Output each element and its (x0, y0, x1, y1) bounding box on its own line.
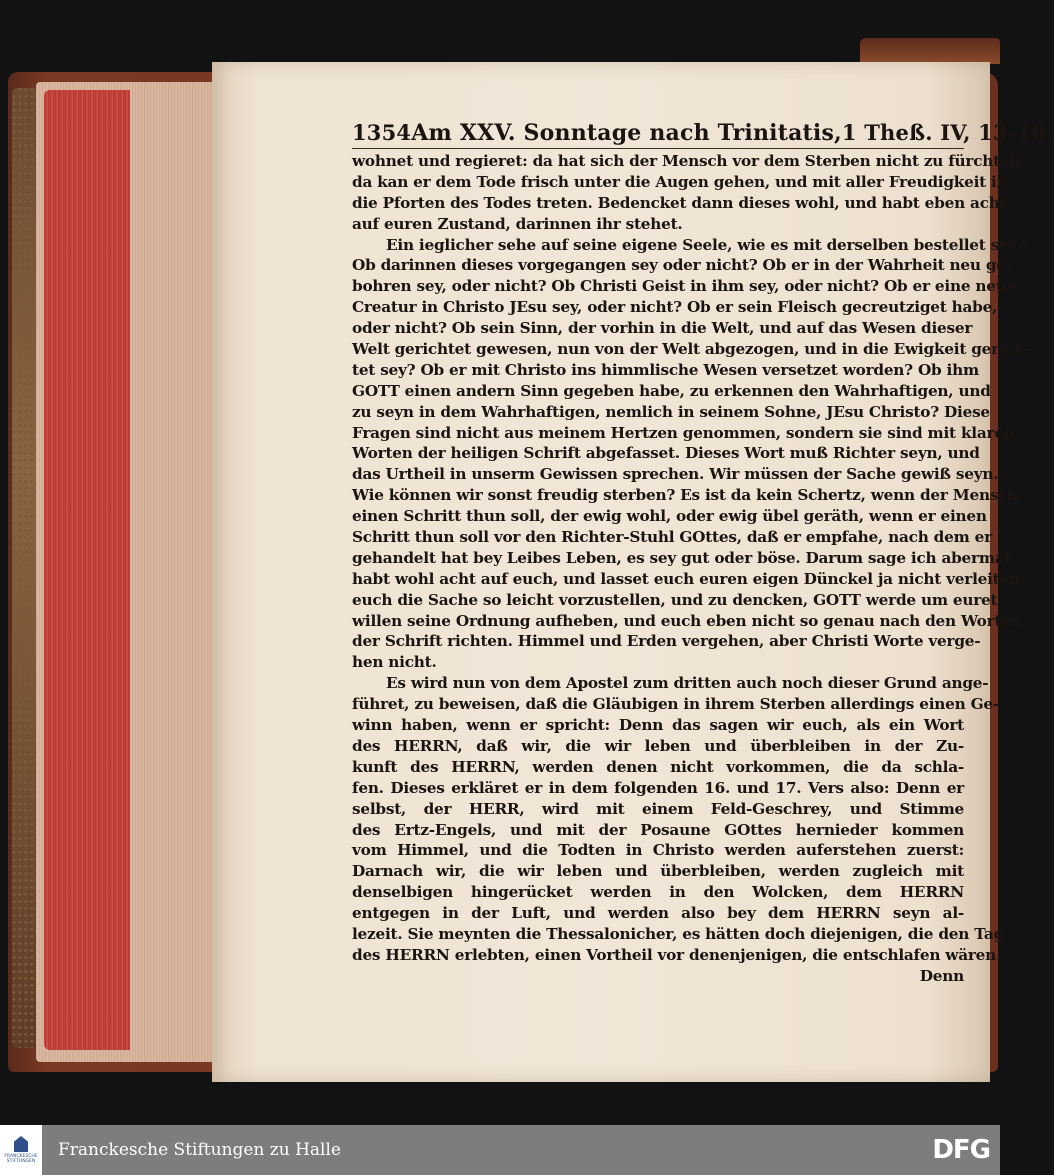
text-line: willen seine Ordnung aufheben, und euch eben nicht so genau nach den Worten (352, 611, 1022, 630)
text-line: Wie können wir sonst freudig sterben? Es ist da kein Schertz, wenn der Mensch (352, 486, 1019, 505)
francke-logo-icon[interactable] (0, 1125, 42, 1175)
text-line: da kan er dem Tode frisch unter die Augen gehen, und mit aller Freudigkeit in (352, 172, 1008, 191)
text-line: entgegen in der Luft, und werden also bey dem HERRN seyn al- (352, 904, 964, 923)
logo-mark (14, 1136, 28, 1152)
page-number: 1354 (352, 120, 412, 145)
text-line: winn haben, wenn er spricht: Denn das sagen wir euch, als ein Wort (352, 716, 964, 735)
text-line: hen nicht. (352, 653, 437, 672)
text-line: Es wird nun von dem Apostel zum dritten auch noch dieser Grund ange- (386, 674, 989, 693)
text-line: der Schrift richten. Himmel und Erden vergehen, aber Christi Worte verge- (352, 632, 981, 651)
book-cover-top (860, 38, 1000, 64)
footer-institution[interactable]: Franckesche Stiftungen zu Halle (58, 1140, 341, 1160)
dfg-logo[interactable]: DFG (932, 1135, 990, 1165)
text-line: lezeit. Sie meynten die Thessalonicher, es hätten doch diejenigen, die den Tag (352, 924, 1005, 943)
footer-bar (0, 1125, 1000, 1175)
text-line: das Urtheil in unserm Gewissen sprechen. Wir müssen der Sache gewiß seyn. (352, 465, 999, 484)
text-line: die Pforten des Todes treten. Bedencket dann dieses wohl, und habt eben acht (352, 193, 1007, 212)
page-content (352, 120, 1054, 987)
text-line: habt wohl acht auf euch, und lasset euch euren eigen Dünckel ja nicht verleiten, (352, 569, 1025, 588)
text-line: auf euren Zustand, darinnen ihr stehet. (352, 214, 683, 233)
text-line: einen Schritt thun soll, der ewig wohl, oder ewig übel geräth, wenn er einen (352, 507, 987, 526)
text-line: gehandelt hat bey Leibes Leben, es sey gut oder böse. Darum sage ich abermal, (352, 548, 1016, 567)
text-line: des HERRN erlebten, einen Vortheil vor denenjenigen, die entschlafen wären. (352, 945, 1002, 964)
text-line: denselbigen hingerücket werden in den Wolcken, dem HERRN (352, 883, 964, 902)
text-line: euch die Sache so leicht vorzustellen, und zu dencken, GOTT werde um euret (352, 590, 998, 609)
text-line: führet, zu beweisen, daß die Gläubigen in ihrem Sterben allerdings einen Ge- (352, 695, 999, 714)
text-line: bohren sey, oder nicht? Ob Christi Geist in ihm sey, oder nicht? Ob er eine neue (352, 277, 1017, 296)
text-line: Ob darinnen dieses vorgegangen sey oder nicht? Ob er in der Wahrheit neu ge- (352, 256, 1012, 275)
body-text (352, 151, 1031, 987)
text-line: Ein ieglicher sehe auf seine eigene Seele, wie es mit derselben bestellet sey? (386, 235, 1026, 254)
text-line: Welt gerichtet gewesen, nun von der Welt abgezogen, und in die Ewigkeit gerich- (352, 340, 1031, 359)
text-line: Creatur in Christo JEsu sey, oder nicht? Ob er sein Fleisch gecreutziget habe, (352, 298, 998, 317)
text-line: fen. Dieses erkläret er in dem folgenden 16. und 17. Vers also: Denn er (352, 778, 964, 797)
text-line: vom Himmel, und die Todten in Christo werden auferstehen zuerst: (352, 841, 964, 860)
text-line: zu seyn in dem Wahrhaftigen, nemlich in seinem Sohne, JEsu Christo? Diese (352, 402, 990, 421)
header-title: Am XXV. Sonntage nach Trinitatis, (411, 120, 842, 146)
red-page-edge (44, 90, 130, 1050)
text-line: wohnet und regieret: da hat sich der Mensch vor dem Sterben nicht zu fürchten, (352, 152, 1026, 170)
text-line: des Ertz-Engels, und mit der Posaune GOttes hernieder kommen (352, 820, 964, 839)
text-line: GOTT einen andern Sinn gegeben habe, zu erkennen den Wahrhaftigen, und (352, 381, 991, 400)
logo-text-2: STIFTUNGEN (6, 1159, 36, 1164)
running-header (352, 120, 1054, 149)
text-line: Darnach wir, die wir leben und überbleiben, werden zugleich mit (352, 862, 964, 881)
book-page (212, 62, 1054, 1082)
text-line: Schritt thun soll vor den Richter-Stuhl GOttes, daß er empfahe, nach dem er (352, 528, 992, 547)
text-line: oder nicht? Ob sein Sinn, der vorhin in die Welt, und auf das Wesen dieser (352, 319, 973, 338)
text-line: Fragen sind nicht aus meinem Hertzen genommen, sondern sie sind mit klaren (352, 423, 1015, 442)
text-line: kunft des HERRN, werden denen nicht vorkommen, die da schla- (352, 757, 964, 776)
header-reference: 1 Theß. IV, 13-18. (841, 120, 1054, 145)
text-line: selbst, der HERR, wird mit einem Feld-Geschrey, und Stimme (352, 799, 964, 818)
text-line: Worten der heiligen Schrift abgefasset. Dieses Wort muß Richter seyn, und (352, 444, 980, 463)
text-line: des HERRN, daß wir, die wir leben und überbleiben in der Zu- (352, 736, 964, 755)
logo-text-1: FRANCKESCHE (4, 1154, 38, 1159)
text-line: Denn (919, 966, 964, 985)
text-line: tet sey? Ob er mit Christo ins himmlische Wesen versetzet worden? Ob ihm (352, 360, 979, 379)
